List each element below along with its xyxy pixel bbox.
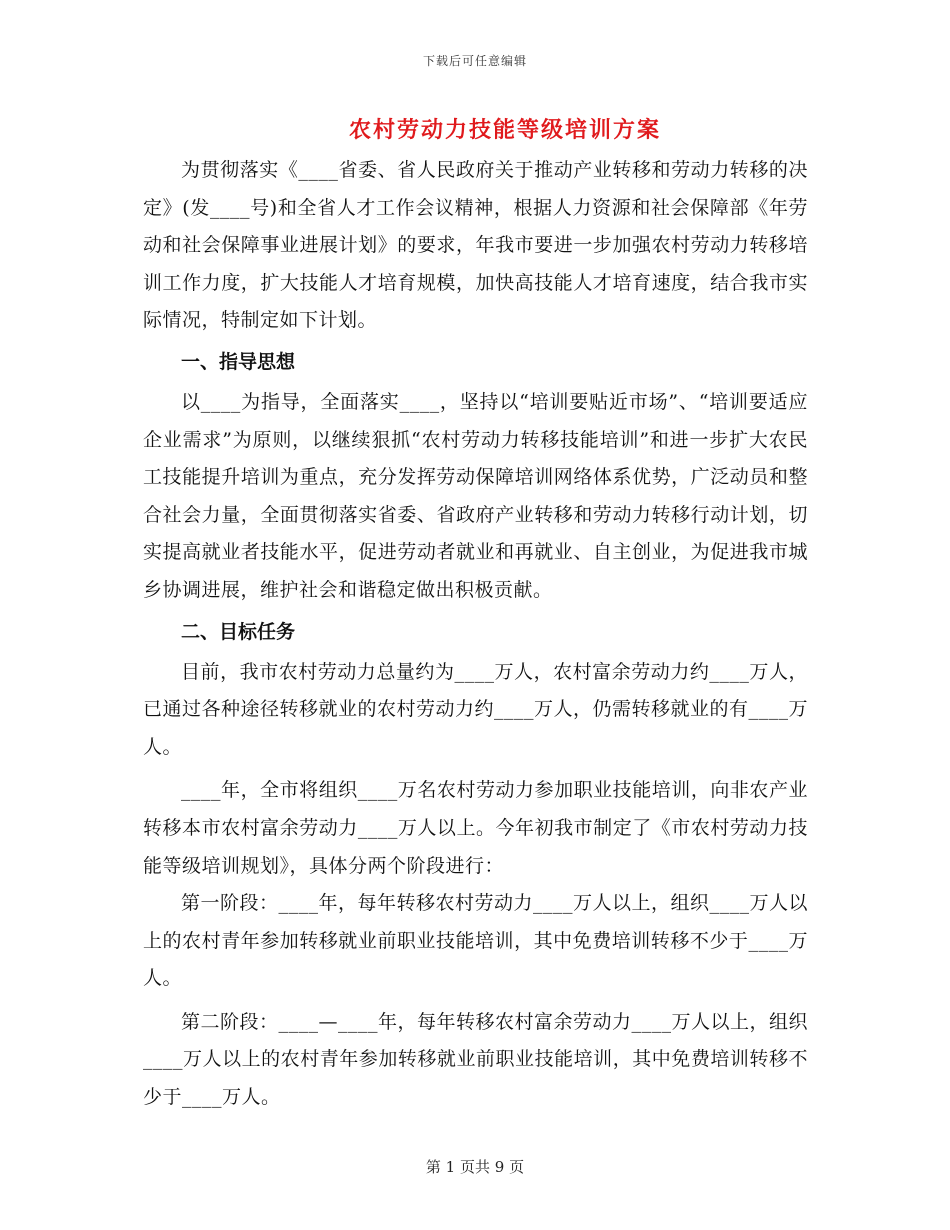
goals-paragraph-phase-2: 第二阶段：____—____年，每年转移农村富余劳动力____万人以上，组织____万人以上的农村青年参加转移就业前职业技能培训，其中免费培训转移不少于____万人。 bbox=[143, 1010, 809, 1109]
document-body bbox=[143, 152, 808, 1117]
goals-paragraph-phase-1: 第一阶段：____年，每年转移农村劳动力____万人以上，组织____万人以上的农村青年参加转移就业前职业技能培训，其中免费培训转移不少于____万人。 bbox=[143, 892, 809, 990]
document-title: 农村劳动力技能等级培训方案 bbox=[348, 117, 661, 143]
section-heading-guiding-ideology: 一、指导思想 bbox=[181, 350, 296, 373]
goals-paragraph-2: ____年，全市将组织____万名农村劳动力参加职业技能培训，向非农产业转移本市农村富余劳动力____万人以上。今年初我市制定了《市农村劳动力技能等级培训规划》，具体分两个阶段进行： bbox=[143, 779, 808, 877]
header-note: 下载后可任意编辑 bbox=[422, 54, 527, 68]
section-body-guiding-ideology: 以____为指导，全面落实____，坚持以“培训要贴近市场”、“培训要适应企业需求”为原则，以继续狠抓“农村劳动力转移技能培训”和进一步扩大农民工技能提升培训为重点，充分发挥劳动保障培训网络体系优势，广泛动员和整合社会力量，全面贯彻落实省委、省政府产业转移和劳动力转移行动计划，切实提高就业者技能水平，促进劳动者就业和再就业、自主创业，为促进我市城乡协调进展，维护社会和谐稳定做出积极贡献。 bbox=[143, 390, 808, 601]
section-heading-goals: 二、目标任务 bbox=[181, 620, 296, 643]
goals-paragraph-1: 目前，我市农村劳动力总量约为____万人，农村富余劳动力约____万人，已通过各种途径转移就业的农村劳动力约____万人，仍需转移就业的有____万人。 bbox=[143, 660, 809, 758]
intro-paragraph: 为贯彻落实《____省委、省人民政府关于推动产业转移和劳动力转移的决定》(发____号)和全省人才工作会议精神，根据人力资源和社会保障部《年劳动和社会保障事业进展计划》的要求，年我市要进一步加强农村劳动力转移培训工作力度，扩大技能人才培育规模，加快高技能人才培育速度，结合我市实际情况，特制定如下计划。 bbox=[143, 159, 808, 332]
page-footer: 第 1 页共 9 页 bbox=[425, 1158, 525, 1176]
